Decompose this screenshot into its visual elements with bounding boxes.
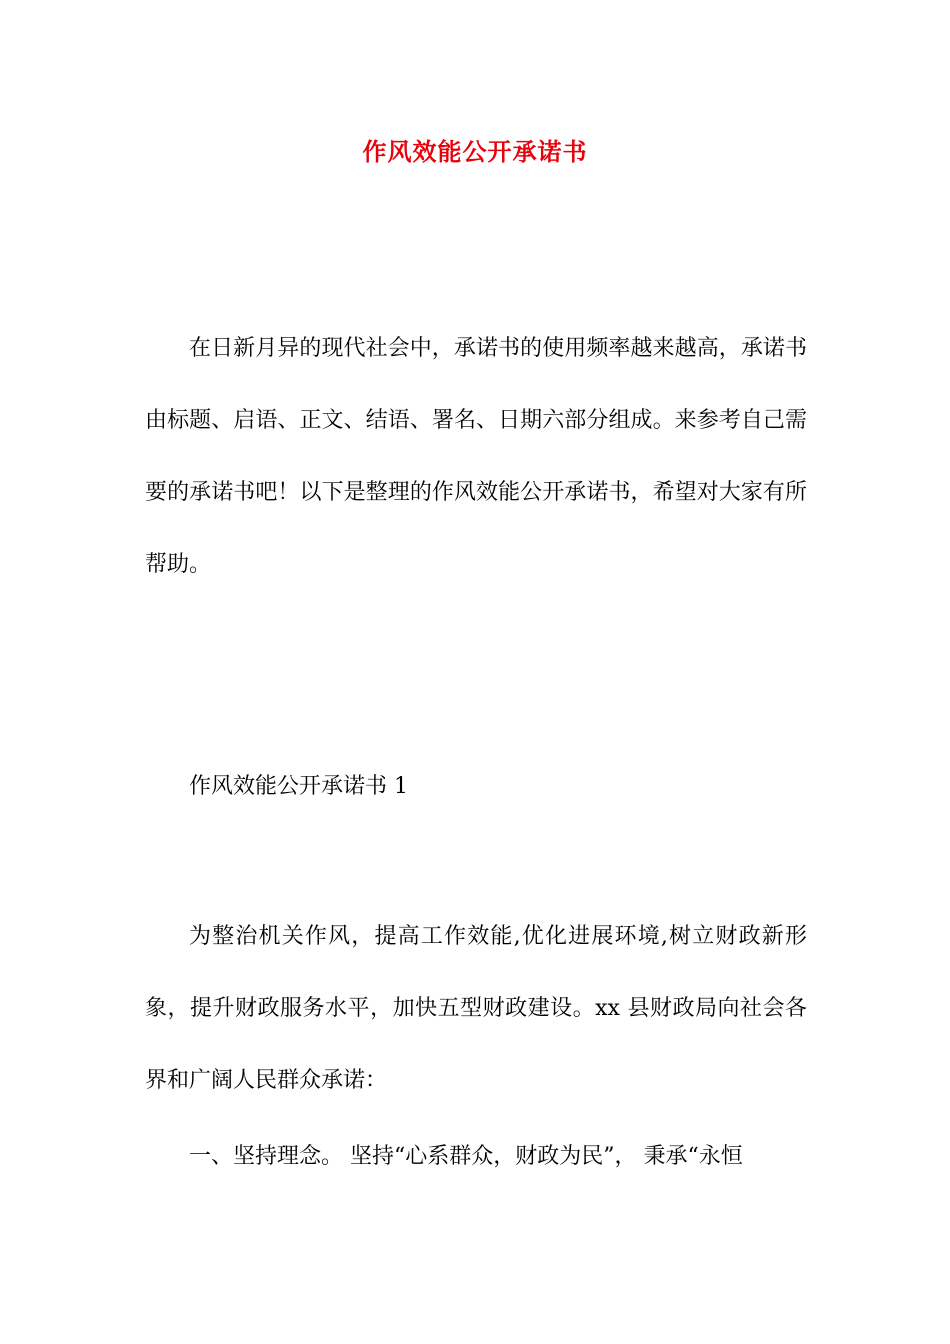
document-title: 作风效能公开承诺书 xyxy=(362,137,588,166)
body-paragraph-2: 一、坚持理念。 坚持“心系群众，财政为民”， 秉承“永恒 xyxy=(189,1144,743,1169)
section-heading: 作风效能公开承诺书 1 xyxy=(189,774,408,799)
body-paragraph-1: 为整治机关作风，提高工作效能,优化进展环境,树立财政新形象，提升财政服务水平，加快五型财政建设。xx 县财政局向社会各界和广阔人民群众承诺： xyxy=(145,924,807,1093)
intro-paragraph: 在日新月异的现代社会中，承诺书的使用频率越来越高，承诺书由标题、启语、正文、结语、署名、日期六部分组成。来参考自己需要的承诺书吧！以下是整理的作风效能公开承诺书，希望对大家有所帮助。 xyxy=(145,336,807,577)
